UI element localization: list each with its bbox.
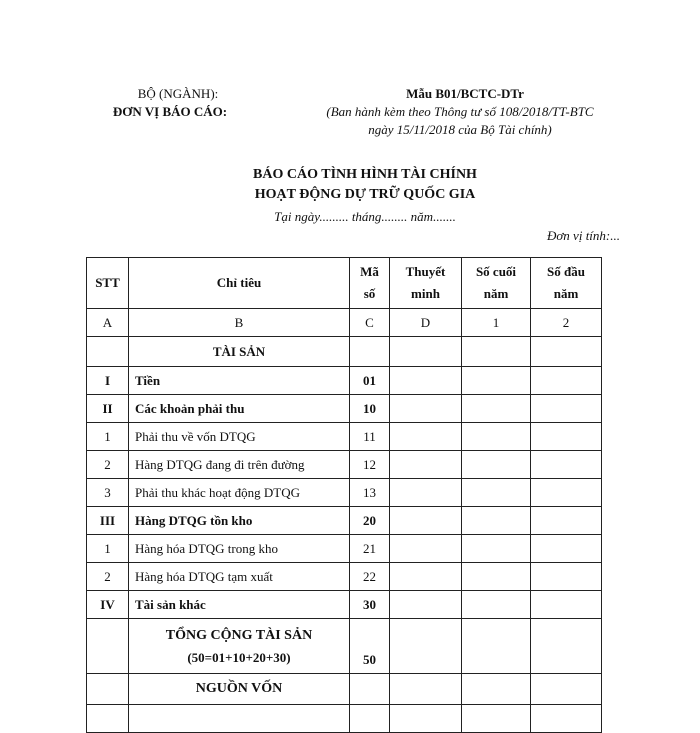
row-so-cuoi-nam (462, 563, 531, 591)
header-stt: STT (87, 258, 129, 309)
row-stt: I (87, 367, 129, 395)
column-letter: B (129, 309, 350, 337)
row-label: Tiền (129, 367, 350, 395)
total-assets-row (87, 619, 602, 674)
financial-report-table (86, 257, 602, 733)
row-so-cuoi-nam (462, 423, 531, 451)
header-chi-tieu: Chỉ tiêu (129, 258, 350, 309)
header-thuyet-minh: Thuyết minh (390, 258, 462, 309)
row-code: 12 (350, 451, 390, 479)
row-stt: 2 (87, 563, 129, 591)
row-thuyet-minh (390, 395, 462, 423)
report-title-line-1: BÁO CÁO TÌNH HÌNH TÀI CHÍNH (253, 167, 477, 182)
row-label: Phải thu khác hoạt động DTQG (129, 479, 350, 507)
column-letter: 1 (462, 309, 531, 337)
row-so-cuoi-nam (462, 507, 531, 535)
row-stt: 2 (87, 451, 129, 479)
row-thuyet-minh (390, 423, 462, 451)
table-row (87, 591, 602, 619)
row-so-cuoi-nam (462, 451, 531, 479)
row-thuyet-minh (390, 535, 462, 563)
row-label: Hàng DTQG tồn kho (129, 507, 350, 535)
row-code: 01 (350, 367, 390, 395)
row-so-dau-nam (531, 367, 602, 395)
row-stt: 1 (87, 535, 129, 563)
row-code: 20 (350, 507, 390, 535)
table-header-row (87, 258, 602, 309)
row-so-cuoi-nam (462, 395, 531, 423)
row-label: Hàng hóa DTQG tạm xuất (129, 563, 350, 591)
table-row (87, 423, 602, 451)
report-date-line: Tại ngày......... tháng........ năm....... (274, 209, 456, 224)
row-code: 13 (350, 479, 390, 507)
issued-by-line-2: ngày 15/11/2018 của Bộ Tài chính) (368, 122, 552, 137)
row-so-cuoi-nam (462, 479, 531, 507)
header-so-cuoi-nam: Số cuối năm (462, 258, 531, 309)
table-row (87, 395, 602, 423)
header-ma-so: Mã số (350, 258, 390, 309)
row-stt: 1 (87, 423, 129, 451)
row-thuyet-minh (390, 479, 462, 507)
row-label: Hàng hóa DTQG trong kho (129, 535, 350, 563)
currency-unit-line: Đơn vị tính:... (546, 228, 620, 243)
row-label: Tài sản khác (129, 591, 350, 619)
row-code: 22 (350, 563, 390, 591)
issued-by-line-1: (Ban hành kèm theo Thông tư số 108/2018/TT-BTC (326, 104, 594, 119)
row-thuyet-minh (390, 591, 462, 619)
column-letter: A (87, 309, 129, 337)
table-row (87, 451, 602, 479)
row-so-dau-nam (531, 479, 602, 507)
report-title-line-2: HOẠT ĐỘNG DỰ TRỮ QUỐC GIA (254, 187, 476, 202)
table-row (87, 535, 602, 563)
table-row (87, 507, 602, 535)
column-letter: 2 (531, 309, 602, 337)
row-so-cuoi-nam (462, 591, 531, 619)
table-row (87, 563, 602, 591)
column-letter-row (87, 309, 602, 337)
reporting-unit-label: ĐƠN VỊ BÁO CÁO: (112, 104, 228, 119)
row-so-dau-nam (531, 451, 602, 479)
row-so-cuoi-nam (462, 367, 531, 395)
row-so-dau-nam (531, 507, 602, 535)
row-stt: IV (87, 591, 129, 619)
row-code: 30 (350, 591, 390, 619)
row-stt: 3 (87, 479, 129, 507)
header-so-dau-nam: Số đầu năm (531, 258, 602, 309)
row-code: 21 (350, 535, 390, 563)
table-row (87, 367, 602, 395)
row-thuyet-minh (390, 367, 462, 395)
row-stt: III (87, 507, 129, 535)
total-assets-code: 50 (350, 619, 390, 674)
row-so-dau-nam (531, 535, 602, 563)
row-code: 11 (350, 423, 390, 451)
column-letter: C (350, 309, 390, 337)
row-thuyet-minh (390, 451, 462, 479)
row-label: Các khoản phải thu (129, 395, 350, 423)
row-label: Hàng DTQG đang đi trên đường (129, 451, 350, 479)
form-code: Mẫu B01/BCTC-DTr (406, 86, 524, 101)
section-sources-title: NGUỒN VỐN (129, 674, 350, 705)
row-so-cuoi-nam (462, 535, 531, 563)
section-assets-row (87, 337, 602, 367)
row-stt: II (87, 395, 129, 423)
row-so-dau-nam (531, 395, 602, 423)
row-label: Phải thu về vốn DTQG (129, 423, 350, 451)
ministry-label: BỘ (NGÀNH): (137, 86, 219, 101)
table-row (87, 479, 602, 507)
asset-rows (87, 367, 602, 619)
total-assets-label: TỔNG CỘNG TÀI SẢN (50=01+10+20+30) (129, 619, 350, 674)
row-thuyet-minh (390, 563, 462, 591)
row-so-dau-nam (531, 563, 602, 591)
row-code: 10 (350, 395, 390, 423)
row-thuyet-minh (390, 507, 462, 535)
next-row (87, 705, 602, 733)
column-letter: D (390, 309, 462, 337)
row-so-dau-nam (531, 591, 602, 619)
row-so-dau-nam (531, 423, 602, 451)
section-assets-title: TÀI SẢN (129, 337, 350, 367)
